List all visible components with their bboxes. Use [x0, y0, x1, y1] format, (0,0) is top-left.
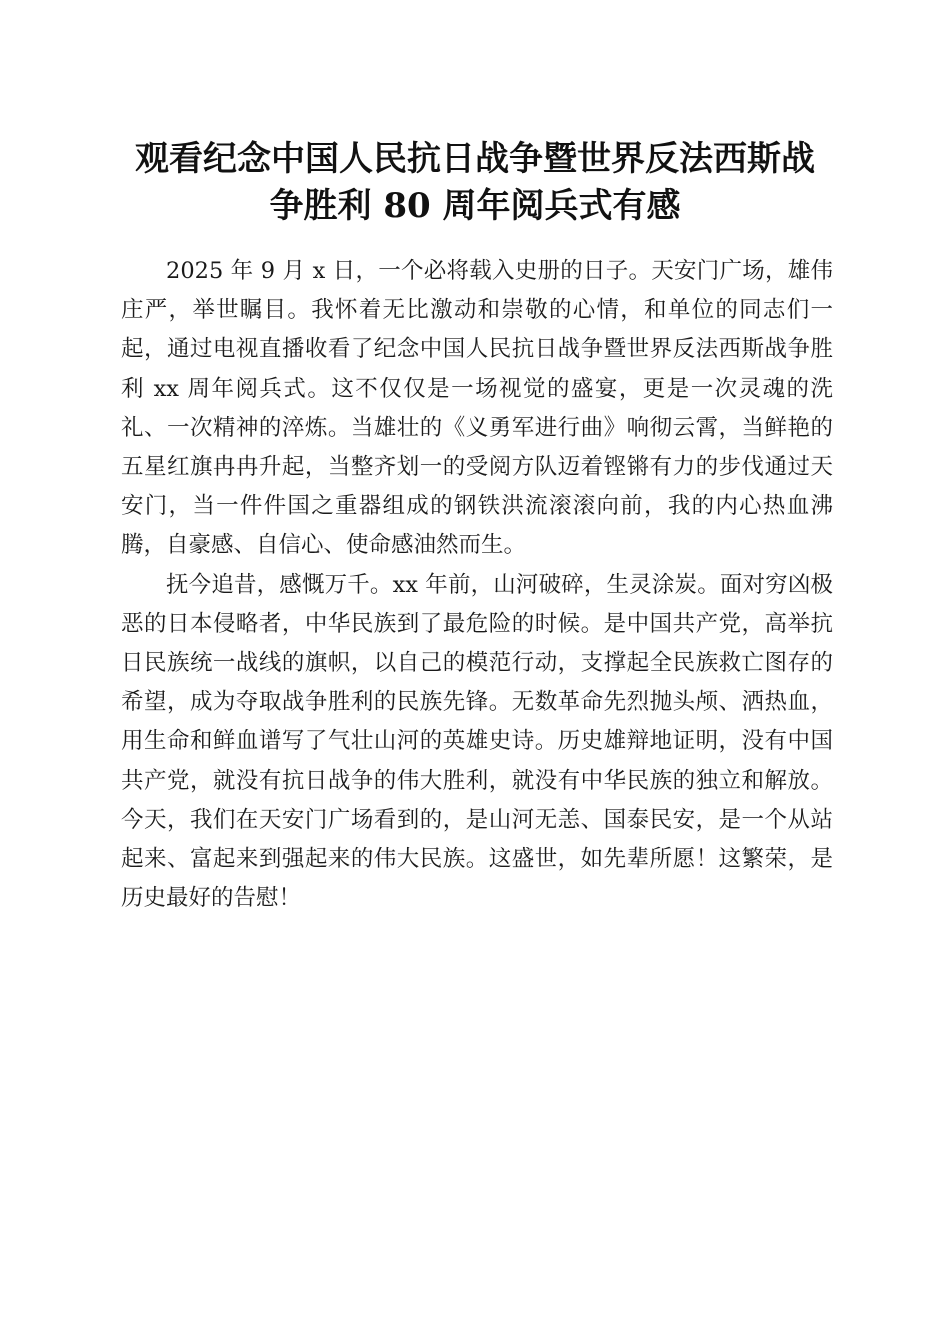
- paragraph-1: 2025 年 9 月 x 日，一个必将载入史册的日子。天安门广场，雄伟庄严，举世瞩目。我怀着无比激动和崇敬的心情，和单位的同志们一起，通过电视直播收看了纪念中国人民抗日战争暨世界反法西斯战争胜利 xx 周年阅兵式。这不仅仅是一场视觉的盛宴，更是一次灵魂的洗礼、一次精神的淬炼。当雄壮的《义勇军进行曲》响彻云霄，当鲜艳的五星红旗冉冉升起，当整齐划一的受阅方队迈着铿锵有力的步伐通过天安门，当一件件国之重器组成的钢铁洪流滚滚向前，我的内心热血沸腾，自豪感、自信心、使命感油然而生。: [121, 258, 833, 559]
- title-line-1: 观看纪念中国人民抗日战争暨世界反法西斯战: [135, 139, 815, 179]
- title-line-2: 争胜利 80 周年阅兵式有感: [269, 186, 681, 226]
- document-title: [110, 136, 840, 230]
- paragraph-2: 抚今追昔，感慨万千。xx 年前，山河破碎，生灵涂炭。面对穷凶极恶的日本侵略者，中华民族到了最危险的时候。是中国共产党，高举抗日民族统一战线的旗帜，以自己的模范行动，支撑起全民族救亡图存的希望，成为夺取战争胜利的民族先锋。无数革命先烈抛头颅、洒热血，用生命和鲜血谱写了气壮山河的英雄史诗。历史雄辩地证明，没有中国共产党，就没有抗日战争的伟大胜利，就没有中华民族的独立和解放。今天，我们在天安门广场看到的，是山河无恙、国泰民安，是一个从站起来、富起来到强起来的伟大民族。这盛世，如先辈所愿！这繁荣，是历史最好的告慰！: [121, 571, 833, 912]
- document-body: [121, 252, 833, 918]
